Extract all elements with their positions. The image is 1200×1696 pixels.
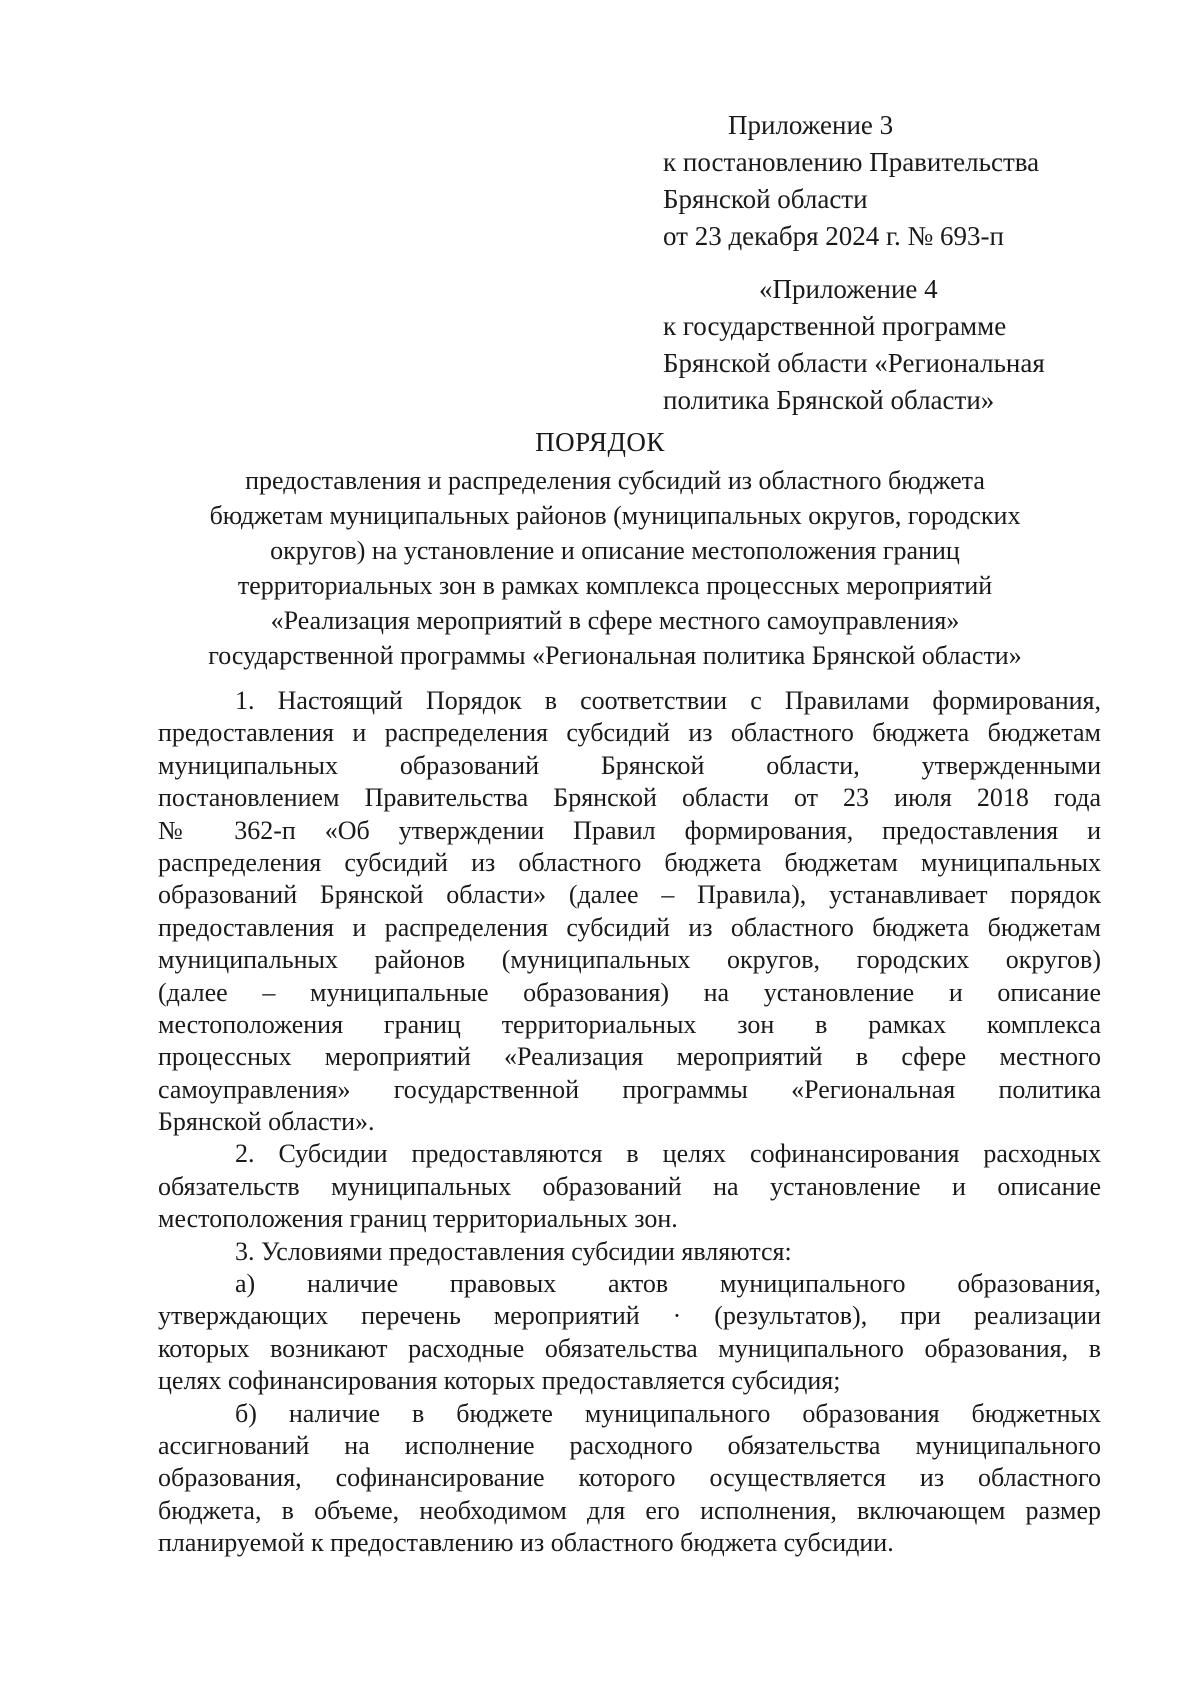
document-subtitle [150, 463, 1080, 673]
body-line: планируемой к предоставлению из областного бюджета субсидии. [158, 1528, 894, 1558]
body-line: местоположения границ территориальных зон в рамках комплекса [158, 1009, 1101, 1039]
body-line: 1. Настоящий Порядок в соответствии с Правилами формирования, [235, 686, 1101, 715]
appendix-3-header [663, 107, 1133, 255]
appendix-4-header [663, 271, 1133, 419]
body-line: постановлением Правительства Брянской области от 23 июля 2018 года [158, 783, 1101, 813]
subtitle-line: предоставления и распределения субсидий из областного бюджета [245, 466, 985, 495]
body-line: муниципальных районов (муниципальных округов, городских округов) [158, 945, 1101, 975]
appendix-3-line: Приложение 3 [728, 110, 894, 140]
body-line: целях софинансирования которых предоставляется субсидия; [158, 1366, 841, 1396]
body-line: 3. Условиями предоставления субсидии являются: [235, 1236, 792, 1266]
body-line: обязательств муниципальных образований на установление и описание [158, 1171, 1101, 1201]
body-line: которых возникают расходные обязательства муниципального образования, в [158, 1333, 1101, 1363]
body-line: предоставления и распределения субсидий из областного бюджета бюджетам [158, 718, 1101, 748]
subtitle-line: «Реализация мероприятий в сфере местного самоуправления» [270, 606, 960, 635]
body-line: образования, софинансирование которого осуществляется из областного [158, 1463, 1101, 1493]
body-line: (далее – муниципальные образования) на установление и описание [158, 977, 1101, 1007]
body-line: образований Брянской области» (далее – Правила), устанавливает порядок [158, 880, 1101, 910]
body-line: бюджета, в объеме, необходимом для его исполнения, включающем размер [158, 1495, 1101, 1525]
appendix-4-line: политика Брянской области» [663, 385, 995, 415]
body-line: распределения субсидий из областного бюджета бюджетам муниципальных [158, 847, 1101, 877]
body-line: предоставления и распределения субсидий из областного бюджета бюджетам [158, 912, 1101, 942]
appendix-4-line: к государственной программе [663, 311, 1007, 341]
body-line: № 362-п «Об утверждении Правил формирования, предоставления и [158, 815, 1101, 845]
body-line: ассигнований на исполнение расходного обязательства муниципального [158, 1430, 1101, 1460]
body-line: б) наличие в бюджете муниципального образования бюджетных [235, 1398, 1101, 1428]
subtitle-line: бюджетам муниципальных районов (муниципальных округов, городских [209, 501, 1021, 530]
appendix-3-line: Брянской области [663, 184, 868, 214]
appendix-3-line: к постановлению Правительства [663, 147, 1040, 177]
body-line: а) наличие правовых актов муниципального образования, [235, 1269, 1101, 1299]
subtitle-line: округов) на установление и описание местоположения границ [270, 536, 960, 565]
document-title: ПОРЯДОК [535, 427, 665, 457]
body-line: Брянской области». [158, 1107, 375, 1137]
body-line: утверждающих перечень мероприятий · (результатов), при реализации [158, 1301, 1101, 1331]
body-line: муниципальных образований Брянской области, утвержденными [158, 750, 1101, 780]
body-line: самоуправления» государственной программы «Региональная политика [158, 1074, 1101, 1104]
body-line: местоположения границ территориальных зон. [158, 1204, 678, 1234]
body-line: 2. Субсидии предоставляются в целях софинансирования расходных [235, 1139, 1101, 1169]
subtitle-line: государственной программы «Региональная политика Брянской области» [208, 641, 1022, 670]
document-body [158, 685, 1101, 1560]
appendix-3-line: от 23 декабря 2024 г. № 693-п [663, 221, 1004, 251]
appendix-4-line: Брянской области «Региональная [663, 348, 1045, 378]
body-line: процессных мероприятий «Реализация мероприятий в сфере местного [158, 1042, 1101, 1072]
subtitle-line: территориальных зон в рамках комплекса процессных мероприятий [237, 571, 993, 600]
appendix-4-line: «Приложение 4 [759, 274, 938, 304]
